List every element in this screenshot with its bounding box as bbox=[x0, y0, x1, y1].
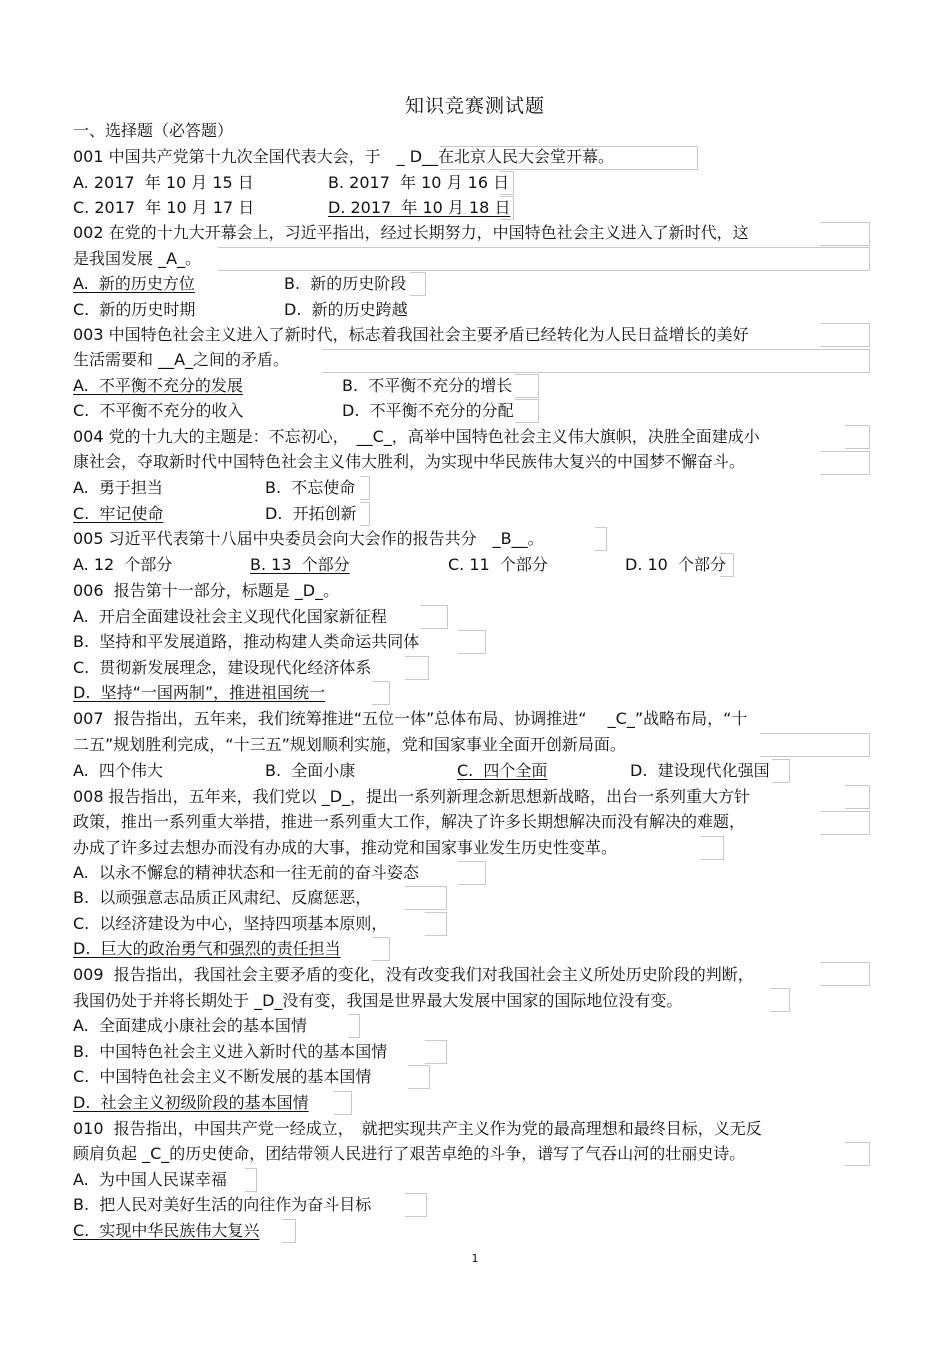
option-a: A. 2017 年 10 月 15 日 bbox=[73, 173, 254, 192]
option-c: C. 贯彻新发展理念，建设现代化经济体系 bbox=[73, 658, 372, 677]
line-box bbox=[700, 836, 724, 860]
option-a-answer: A. 不平衡不充分的发展 bbox=[73, 376, 243, 395]
option-b: B. 2017 年 10 月 16 日 bbox=[328, 173, 510, 192]
question-007: 007 报告指出，五年来，我们统筹推进“五位一体”总体布局、协调推进“ _C_”战略布局，“十 bbox=[73, 709, 748, 728]
option-b: B. 把人民对美好生活的向往作为奋斗目标 bbox=[73, 1195, 372, 1214]
question-008-cont: 政策，推出一系列重大举措，推进一系列重大工作，解决了许多长期想解决而没有解决的难题， bbox=[73, 812, 746, 831]
line-box bbox=[348, 1014, 360, 1038]
line-box bbox=[405, 656, 429, 680]
line-box bbox=[845, 785, 870, 809]
line-box bbox=[820, 222, 870, 246]
question-004: 004 党的十九大的主题是：不忘初心， __C_，高举中国特色社会主义伟大旗帜，决胜全面建成小 bbox=[73, 427, 760, 446]
option-c: C. 中国特色社会主义不断发展的基本国情 bbox=[73, 1067, 372, 1086]
option-a: A. 四个伟大 bbox=[73, 761, 163, 780]
question-001: 001 中国共产党第十九次全国代表大会，于 _ D__在北京人民大会堂开幕。 bbox=[73, 147, 615, 166]
line-box bbox=[245, 1168, 257, 1192]
line-box bbox=[770, 988, 790, 1012]
line-box bbox=[720, 553, 734, 577]
option-d-answer: D. 2017 年 10 月 18 日 bbox=[328, 198, 511, 217]
option-b: B. 中国特色社会主义进入新时代的基本国情 bbox=[73, 1042, 388, 1061]
question-006: 006 报告第十一部分，标题是 _D_。 bbox=[73, 581, 340, 600]
line-box bbox=[410, 272, 426, 296]
option-a: A. 开启全面建设社会主义现代化国家新征程 bbox=[73, 607, 387, 626]
option-a: A. 全面建成小康社会的基本国情 bbox=[73, 1016, 307, 1035]
line-box bbox=[322, 349, 870, 373]
line-box bbox=[458, 630, 486, 654]
option-a: A. 为中国人民谋幸福 bbox=[73, 1170, 227, 1189]
question-008-cont2: 办成了许多过去想办而没有办成的大事，推动党和国家事业发生历史性变革。 bbox=[73, 838, 618, 857]
option-d: D. 新的历史跨越 bbox=[284, 300, 408, 319]
line-box bbox=[595, 527, 607, 551]
option-c-answer: C. 实现中华民族伟大复兴 bbox=[73, 1221, 260, 1240]
line-box bbox=[372, 681, 390, 705]
line-box bbox=[425, 912, 447, 936]
line-box bbox=[845, 1142, 870, 1166]
line-box bbox=[458, 861, 486, 885]
line-box bbox=[820, 323, 870, 347]
option-d: D. 不平衡不充分的分配 bbox=[342, 401, 514, 420]
line-box bbox=[500, 196, 514, 220]
option-a: A. 以永不懈怠的精神状态和一往无前的奋斗姿态 bbox=[73, 863, 419, 882]
option-b: B. 不忘使命 bbox=[265, 478, 356, 497]
line-box bbox=[820, 962, 870, 986]
option-c: C. 以经济建设为中心，坚持四项基本原则， bbox=[73, 914, 388, 933]
question-005: 005 习近平代表第十八届中央委员会向大会作的报告共分 _B__。 bbox=[73, 529, 544, 548]
section-heading: 一、选择题（必答题） bbox=[73, 121, 234, 140]
line-box bbox=[515, 374, 539, 398]
option-c-answer: C. 四个全面 bbox=[457, 761, 548, 780]
line-box bbox=[360, 476, 370, 500]
question-003: 003 中国特色社会主义进入了新时代，标志着我国社会主要矛盾已经转化为人民日益增长的美好 bbox=[73, 325, 749, 344]
line-box bbox=[820, 451, 870, 475]
option-b: B. 以顽强意志品质正风肃纪、反腐惩恶， bbox=[73, 888, 372, 907]
question-009-cont: 我国仍处于并将长期处于 _D_没有变，我国是世界最大发展中国家的国际地位没有变。 bbox=[73, 991, 683, 1010]
page-title: 知识竞赛测试题 bbox=[404, 95, 545, 117]
option-d-answer: D. 社会主义初级阶段的基本国情 bbox=[73, 1093, 309, 1112]
question-002: 002 在党的十九大开幕会上，习近平指出，经过长期努力，中国特色社会主义进入了新时代，这 bbox=[73, 223, 749, 242]
option-a-answer: A. 新的历史方位 bbox=[73, 274, 195, 293]
line-box bbox=[405, 1193, 427, 1217]
option-d-answer: D. 巨大的政治勇气和强烈的责任担当 bbox=[73, 939, 341, 958]
option-b: B. 不平衡不充分的增长 bbox=[342, 376, 513, 395]
option-b-answer: B. 13 个部分 bbox=[250, 555, 350, 574]
line-box bbox=[372, 937, 390, 961]
question-004-cont: 康社会，夺取新时代中国特色社会主义伟大胜利，为实现中华民族伟大复兴的中国梦不懈奋斗。 bbox=[73, 452, 746, 471]
option-a: A. 12 个部分 bbox=[73, 555, 173, 574]
option-a: A. 勇于担当 bbox=[73, 478, 163, 497]
option-c: C. 不平衡不充分的收入 bbox=[73, 401, 244, 420]
question-010-cont: 顾肩负起 _C_的历史使命，团结带领人民进行了艰苦卓绝的斗争，谱写了气吞山河的壮丽史诗。 bbox=[73, 1144, 746, 1163]
question-002-cont: 是我国发展 _A_。 bbox=[73, 249, 202, 268]
question-008: 008 报告指出，五年来，我们党以 _D_，提出一系列新理念新思想新战略，出台一系列重大方针 bbox=[73, 787, 751, 806]
question-010: 010 报告指出，中国共产党一经成立， 就把实现共产主义作为党的最高理想和最终目标，义无反 bbox=[73, 1119, 762, 1138]
line-box bbox=[408, 1065, 430, 1089]
option-b: B. 坚持和平发展道路，推动构建人类命运共同体 bbox=[73, 632, 420, 651]
line-box bbox=[500, 171, 514, 195]
question-007-cont: 二五”规划胜利完成，“十三五”规划顺利实施，党和国家事业全面开创新局面。 bbox=[73, 735, 626, 754]
option-c: C. 2017 年 10 月 17 日 bbox=[73, 198, 255, 217]
option-d: D. 10 个部分 bbox=[625, 555, 727, 574]
option-d: D. 建设现代化强国 bbox=[630, 761, 770, 780]
option-c-answer: C. 牢记使命 bbox=[73, 504, 164, 523]
line-box bbox=[282, 1219, 296, 1243]
line-box bbox=[760, 733, 870, 757]
line-box bbox=[420, 605, 448, 629]
option-d: D. 开拓创新 bbox=[265, 504, 357, 523]
option-b: B. 新的历史阶段 bbox=[284, 274, 407, 293]
question-009: 009 报告指出，我国社会主要矛盾的变化，没有改变我们对我国社会主义所处历史阶段的判断， bbox=[73, 965, 754, 984]
line-box bbox=[820, 811, 870, 835]
line-box bbox=[405, 886, 447, 910]
line-box bbox=[772, 759, 790, 783]
line-box bbox=[334, 1091, 352, 1115]
option-c: C. 11 个部分 bbox=[448, 555, 548, 574]
line-box bbox=[425, 1040, 447, 1064]
line-box bbox=[845, 425, 870, 449]
option-c: C. 新的历史时期 bbox=[73, 300, 196, 319]
option-b: B. 全面小康 bbox=[265, 761, 356, 780]
line-box bbox=[218, 247, 870, 271]
line-box bbox=[515, 399, 539, 423]
option-d-answer: D. 坚持“一国两制”，推进祖国统一 bbox=[73, 683, 326, 702]
page-number: 1 bbox=[471, 1252, 479, 1265]
question-003-cont: 生活需要和 __A_之间的矛盾。 bbox=[73, 350, 290, 369]
line-box bbox=[360, 502, 370, 526]
